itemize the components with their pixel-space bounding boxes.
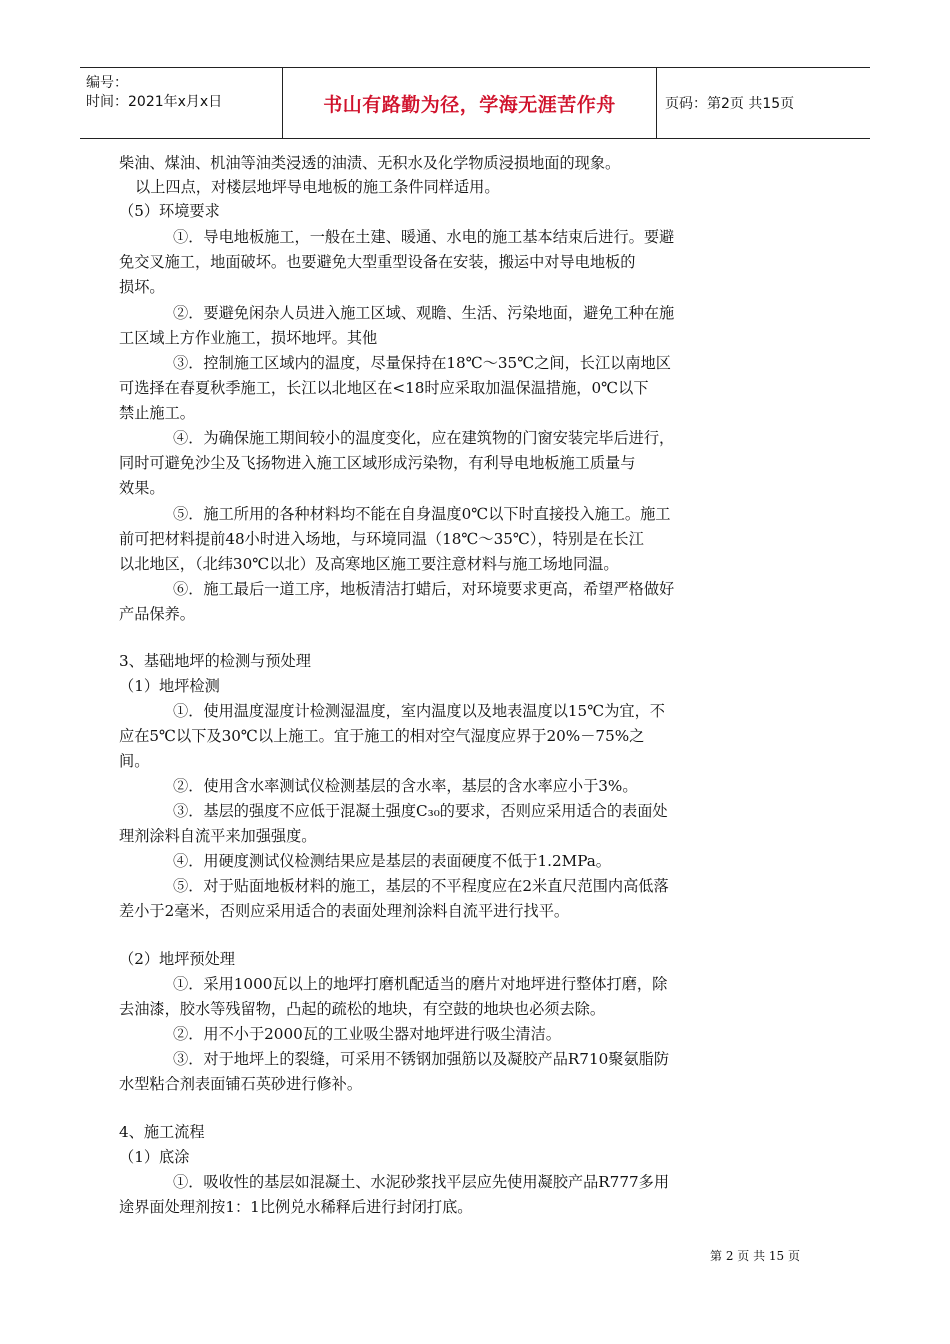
document-time-label: 时间：2021年x月x日 [86,94,223,110]
body-line: 途界面处理剂按1：1比例兑水稀释后进行封闭打底。 [119,1198,473,1216]
body-line: （1）地坪检测 [119,677,220,695]
body-line: 禁止施工。 [119,404,195,422]
body-line: ①．导电地板施工，一般在土建、暖通、水电的施工基本结束后进行。要避 [173,228,675,246]
body-line: ④．用硬度测试仪检测结果应是基层的表面硬度不低于1.2MPa。 [173,852,611,870]
header-left-cell [80,68,283,138]
body-line: 理剂涂料自流平来加强强度。 [119,827,317,845]
body-line: 可选择在春夏秋季施工，长江以北地区在<18时应采取加温保温措施，0℃以下 [119,379,649,397]
body-line: 产品保养。 [119,605,195,623]
body-line: ④．为确保施工期间较小的温度变化，应在建筑物的门窗安装完毕后进行， [173,429,675,447]
body-line: ⑤．施工所用的各种材料均不能在自身温度0℃以下时直接投入施工。施工 [173,505,671,523]
footer-page-number: 第 2 页 共 15 页 [710,1249,800,1263]
body-line: 去油漆，胶水等残留物，凸起的疏松的地块，有空鼓的地块也必须去除。 [119,1000,605,1018]
body-line: ⑥．施工最后一道工序，地板清洁打蜡后，对环境要求更高，希望严格做好 [173,580,675,598]
body-line: 柴油、煤油、机油等油类浸透的油渍、无积水及化学物质浸损地面的现象。 [119,154,621,172]
body-line: 3、基础地坪的检测与预处理 [119,652,311,670]
header-motto-cell [283,68,657,138]
document-header [80,67,870,139]
body-line: ③．对于地坪上的裂缝，可采用不锈钢加强筋以及凝胶产品R710聚氨脂防 [173,1050,670,1068]
body-line: ②．用不小于2000瓦的工业吸尘器对地坪进行吸尘清洁。 [173,1025,561,1043]
body-line: ⑤．对于贴面地板材料的施工，基层的不平程度应在2米直尺范围内高低落 [173,877,669,895]
body-line: 以北地区，（北纬30℃以北）及高寒地区施工要注意材料与施工场地同温。 [119,555,619,573]
body-line: 损坏。 [119,278,165,296]
body-line: 应在5℃以下及30℃以上施工。宜于施工的相对空气湿度应界于20%－75%之 [119,727,645,745]
body-line: （5）环境要求 [119,202,220,220]
body-line: ①．吸收性的基层如混凝土、水泥砂浆找平层应先使用凝胶产品R777多用 [173,1173,670,1191]
body-line: ③．基层的强度不应低于混凝土强度C₃₀的要求，否则应采用适合的表面处 [173,802,668,820]
body-line: ②．要避免闲杂人员进入施工区域、观瞻、生活、污染地面，避免工种在施 [173,304,675,322]
body-line: 同时可避免沙尘及飞扬物进入施工区域形成污染物，有利导电地板施工质量与 [119,454,636,472]
body-line: 工区域上方作业施工，损坏地坪。其他 [119,329,378,347]
header-page-cell [657,68,870,138]
body-line: ②．使用含水率测试仪检测基层的含水率，基层的含水率应小于3%。 [173,777,638,795]
body-line: 水型粘合剂表面铺石英砂进行修补。 [119,1075,362,1093]
body-line: 4、施工流程 [119,1123,205,1141]
body-line: 差小于2毫米，否则应采用适合的表面处理剂涂料自流平进行找平。 [119,902,570,920]
body-line: 以上四点，对楼层地坪导电地板的施工条件同样适用。 [135,178,500,196]
header-page-code: 页码：第2页 共15页 [665,96,795,112]
body-line: 间。 [119,752,150,770]
body-line: ①．使用温度湿度计检测湿温度，室内温度以及地表温度以15℃为宜，不 [173,702,665,720]
body-line: ①．采用1000瓦以上的地坪打磨机配适当的磨片对地坪进行整体打磨，除 [173,975,668,993]
body-line: （2）地坪预处理 [119,950,235,968]
header-motto: 书山有路勤为径，学海无涯苦作舟 [323,93,616,116]
body-line: 效果。 [119,479,165,497]
body-line: （1）底涂 [119,1148,190,1166]
page-footer [0,1247,950,1264]
body-line: 免交叉施工，地面破坏。也要避免大型重型设备在安装，搬运中对导电地板的 [119,253,636,271]
body-line: ③．控制施工区域内的温度，尽量保持在18℃～35℃之间，长江以南地区 [173,354,671,372]
body-line: 前可把材料提前48小时进入场地，与环境同温（18℃～35℃），特别是在长江 [119,530,644,548]
document-number-label: 编号： [86,75,128,91]
